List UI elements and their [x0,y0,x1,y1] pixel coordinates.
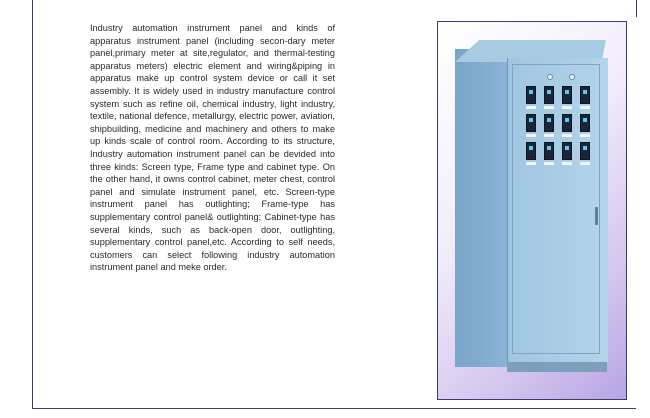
meter-tag [526,162,536,165]
indicator-lamp [569,74,575,80]
panel-meter [544,114,554,132]
meter-tag [562,162,572,165]
panel-meter [580,142,590,160]
panel-meter [526,142,536,160]
panel-meter [562,114,572,132]
panel-meter [526,114,536,132]
meter-tag [580,134,590,137]
cabinet-side-panel [455,49,515,367]
page-border-left [32,0,33,408]
door-handle [595,207,598,225]
panel-meter [562,142,572,160]
description-paragraph: Industry automation instrument panel and kinds of apparatus instrument panel (including secon-dary meter panel,primary meter at site,regulator, and thermal-testing apparatus meters) electric element and wiring&piping in apparatus make up control system device or call it set assembly. It is widely used in industry manufacture control system such as refine oil, chemical industry, light industry, textile, national defence, metallurgy, electric power, aviation, shipbuilding, medicine and machinery and others to make up kinds scale of control room. According to its structure, Industry automation instrument panel can be devided into three kinds: Screen type, Frame type and cabinet type. On the other hand, it owns control cabinet, meter chest, control panel and simulate instrument panel, etc. Screen-type instrument panel has outlighting; Frame-type has supplementary control panel& outlighting; Cabinet-type has several kinds, such as back-open door, outlighting, supplementary control panel,etc. According to self needs, customers can select following industry automation instrument panel and meke order. [90,23,335,273]
indicator-lamp [547,74,553,80]
page-border-right [636,0,637,17]
meter-tag [544,106,554,109]
meter-tag [580,106,590,109]
meter-tag [562,106,572,109]
panel-meter [580,114,590,132]
panel-meter [562,86,572,104]
cabinet-base [507,362,607,372]
panel-meter [544,142,554,160]
panel-meter [544,86,554,104]
meter-tag [562,134,572,137]
panel-meter [526,86,536,104]
meter-tag [526,106,536,109]
meter-tag [544,162,554,165]
meter-tag [544,134,554,137]
instrument-cabinet-photo [437,21,627,400]
panel-meter [580,86,590,104]
meter-tag [580,162,590,165]
meter-tag [526,134,536,137]
page-border-bottom [32,408,636,409]
